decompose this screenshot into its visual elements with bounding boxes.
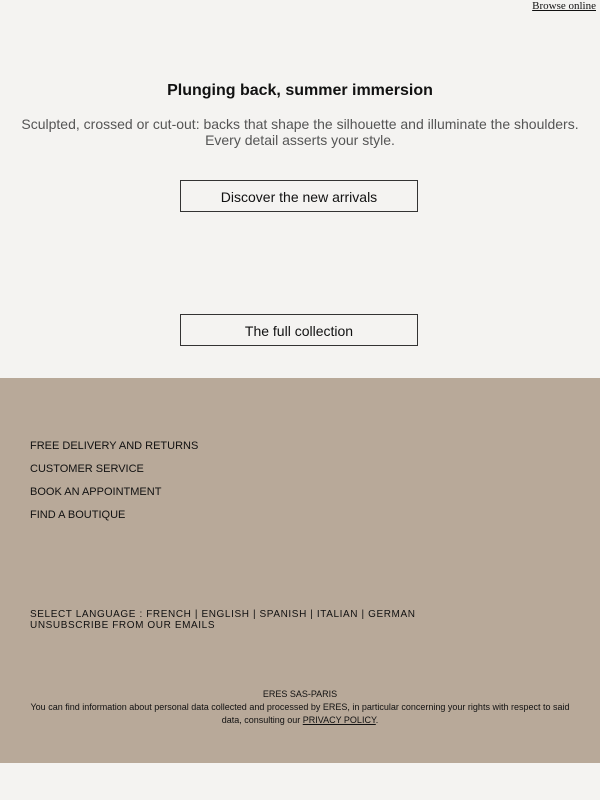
legal-notice: [28, 688, 572, 727]
language-label: SELECT LANGUAGE :: [30, 609, 147, 620]
legal-text: You can find information about personal data collected and processed by ERES, in particular concerning your rights with respect to said data, consulting our: [30, 702, 570, 725]
browse-online-link[interactable]: Browse online: [532, 0, 596, 12]
language-french[interactable]: FRENCH: [146, 609, 192, 620]
language-separator: |: [249, 609, 260, 620]
language-german[interactable]: GERMAN: [368, 609, 416, 620]
language-selector: [30, 609, 416, 631]
footer-link-find-boutique[interactable]: FIND A BOUTIQUE: [30, 509, 126, 521]
language-spanish[interactable]: SPANISH: [259, 609, 307, 620]
language-separator: |: [306, 609, 317, 620]
privacy-policy-link[interactable]: PRIVACY POLICY: [302, 715, 376, 725]
footer-link-customer-service[interactable]: CUSTOMER SERVICE: [30, 463, 144, 475]
hero-subtitle-line-1: Sculpted, crossed or cut-out: backs that shape the silhouette and illuminate the shoulders.: [21, 116, 579, 132]
full-collection-button[interactable]: The full collection: [180, 314, 418, 346]
language-italian[interactable]: ITALIAN: [316, 609, 359, 620]
footer: [0, 378, 600, 763]
unsubscribe-link[interactable]: UNSUBSCRIBE FROM OUR EMAILS: [30, 620, 216, 631]
footer-link-free-delivery[interactable]: FREE DELIVERY AND RETURNS: [30, 440, 199, 452]
hero-subtitle-line-2: Every detail asserts your style.: [205, 132, 395, 148]
discover-new-arrivals-button[interactable]: Discover the new arrivals: [180, 180, 418, 212]
language-separator: |: [358, 609, 369, 620]
hero-title: Plunging back, summer immersion: [167, 82, 433, 99]
footer-link-book-appointment[interactable]: BOOK AN APPOINTMENT: [30, 486, 162, 498]
language-english[interactable]: ENGLISH: [201, 609, 250, 620]
legal-end: .: [375, 715, 379, 725]
footer-links: [30, 440, 198, 532]
language-separator: |: [191, 609, 202, 620]
language-row: [30, 609, 416, 620]
hero-subtitle: [10, 116, 590, 148]
company-name: ERES SAS-PARIS: [262, 689, 338, 699]
